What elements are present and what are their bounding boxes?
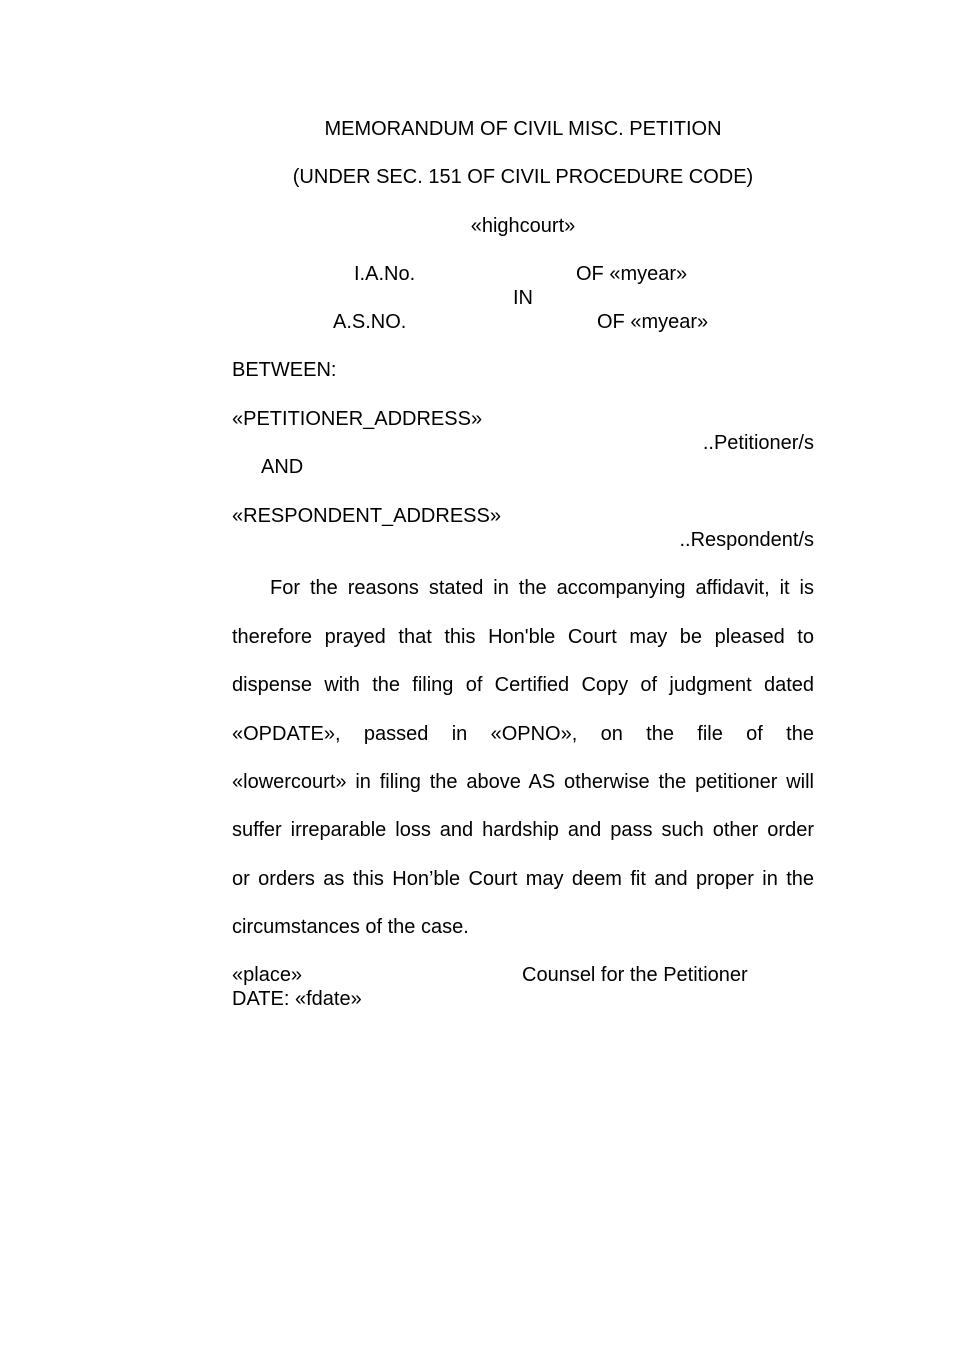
body-line: suffer irreparable loss and hardship and pass such other order — [232, 819, 814, 841]
in-label: IN — [513, 287, 533, 309]
body-line: «OPDATE», passed in «OPNO», on the file of the — [232, 723, 814, 745]
place: «place» — [232, 964, 303, 986]
and-label: AND — [261, 456, 304, 478]
counsel-signature-label: Counsel for the Petitioner — [522, 964, 748, 986]
between-label: BETWEEN: — [232, 359, 337, 381]
ia-number-label: I.A.No. — [354, 263, 416, 285]
document-subtitle: (UNDER SEC. 151 OF CIVIL PROCEDURE CODE) — [292, 166, 754, 188]
body-line: circumstances of the case. — [232, 916, 469, 938]
document-title: MEMORANDUM OF CIVIL MISC. PETITION — [324, 118, 722, 140]
body-line: «lowercourt» in filing the above AS otherwise the petitioner will — [232, 771, 814, 793]
body-line: or orders as this Hon’ble Court may deem fit and proper in the — [232, 868, 814, 890]
body-line: therefore prayed that this Hon'ble Court may be pleased to — [232, 626, 814, 648]
body-line: For the reasons stated in the accompanying affidavit, it is — [270, 577, 814, 599]
filing-date: DATE: «fdate» — [232, 988, 362, 1010]
ia-year: OF «myear» — [576, 263, 688, 285]
petitioner-role: ..Petitioner/s — [702, 432, 814, 454]
respondent-address: «RESPONDENT_ADDRESS» — [232, 505, 501, 527]
body-line: dispense with the filing of Certified Copy of judgment dated — [232, 674, 814, 696]
respondent-role: ..Respondent/s — [679, 529, 814, 551]
as-year: OF «myear» — [597, 311, 709, 333]
as-number-label: A.S.NO. — [333, 311, 407, 333]
court-name: «highcourt» — [470, 215, 576, 237]
petitioner-address: «PETITIONER_ADDRESS» — [232, 408, 483, 430]
